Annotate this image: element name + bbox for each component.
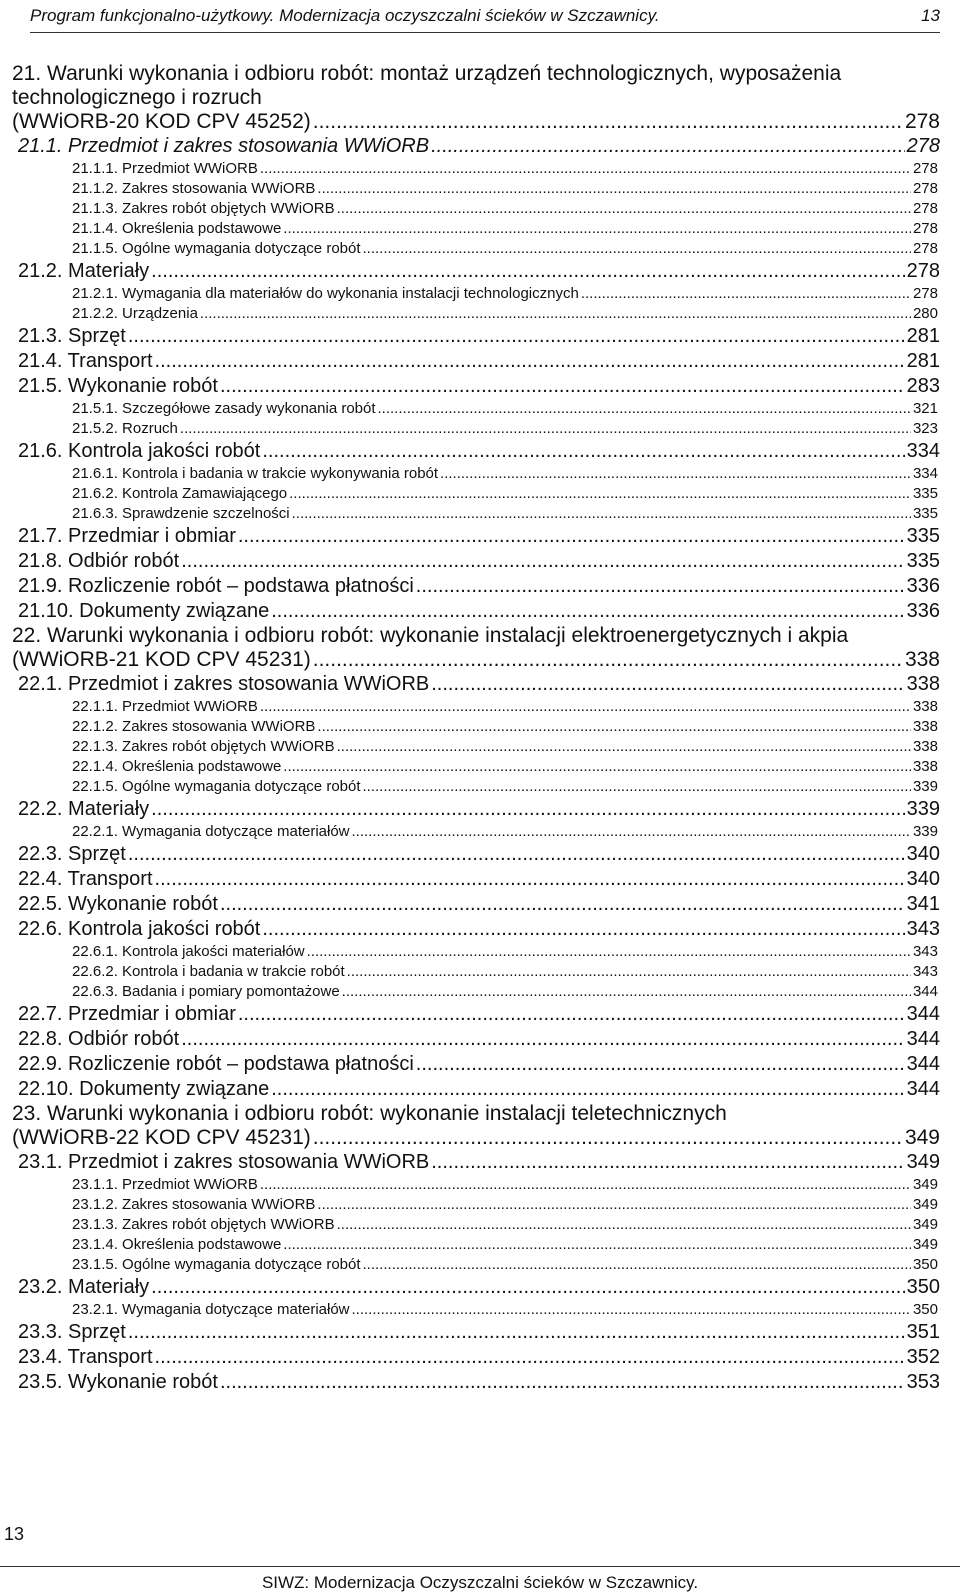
toc-entry-label: 21.1.3. Zakres robót objętych WWiORB: [72, 200, 335, 217]
toc-subsection-entry[interactable]: [72, 199, 938, 219]
toc-page-number: 343: [912, 943, 938, 960]
toc-entry-label: (WWiORB-21 KOD CPV 45231): [12, 648, 311, 671]
toc-leader-dots: [378, 399, 911, 419]
toc-subsection-entry[interactable]: [72, 504, 938, 524]
toc-section-entry[interactable]: [18, 324, 940, 349]
toc-entry-label: 23.5. Wykonanie robót: [18, 1371, 218, 1393]
toc-page-number: 339: [912, 823, 938, 840]
toc-page-number: 278: [912, 240, 938, 257]
toc-page-number: 278: [912, 180, 938, 197]
toc-page-number: 349: [912, 1236, 938, 1253]
toc-leader-dots: [363, 1255, 911, 1275]
toc-subsection-entry[interactable]: [72, 942, 938, 962]
toc-entry-label: 22.1. Przedmiot i zakres stosowania WWiORB: [18, 673, 430, 695]
toc-page-number: 338: [904, 648, 940, 671]
toc-section-entry[interactable]: [18, 1275, 940, 1300]
page-header: [30, 6, 940, 33]
toc-leader-dots: [220, 374, 905, 399]
toc-leader-dots: [307, 942, 911, 962]
toc-section-entry[interactable]: [18, 1150, 940, 1175]
toc-entry-label: 23.1.1. Przedmiot WWiORB: [72, 1176, 258, 1193]
toc-page-number: 340: [906, 843, 940, 865]
toc-leader-dots: [155, 1345, 905, 1370]
toc-section-entry[interactable]: [18, 672, 940, 697]
toc-entry-label: 21.5. Wykonanie robót: [18, 375, 218, 397]
toc-leader-dots: [283, 757, 911, 777]
toc-section-entry[interactable]: [18, 549, 940, 574]
toc-page-number: 339: [906, 798, 940, 820]
toc-entry-label: 22.7. Przedmiar i obmiar: [18, 1003, 236, 1025]
toc-subsection-entry[interactable]: [72, 284, 938, 304]
toc-entry-label: 22.8. Odbiór robót: [18, 1028, 180, 1050]
toc-leader-dots: [431, 672, 904, 697]
toc-page-number: 350: [912, 1301, 938, 1318]
toc-leader-dots: [581, 284, 911, 304]
toc-page-number: 352: [906, 1346, 940, 1368]
toc-page-number: 341: [906, 893, 940, 915]
toc-leader-dots: [317, 717, 911, 737]
toc-page-number: 336: [906, 575, 940, 597]
toc-entry-label: 21.7. Przedmiar i obmiar: [18, 525, 236, 547]
toc-section-entry[interactable]: [18, 892, 940, 917]
toc-subsection-entry[interactable]: [72, 717, 938, 737]
toc-entry-label: 23.1.4. Określenia podstawowe: [72, 1236, 282, 1253]
toc-entry-label: (WWiORB-20 KOD CPV 45252): [12, 110, 311, 133]
toc-entry-label: 22.5. Wykonanie robót: [18, 893, 218, 915]
toc-page-number: 334: [912, 465, 938, 482]
toc-entry-label: 21.6.3. Sprawdzenie szczelności: [72, 505, 290, 522]
toc-entry-label: 21.5.2. Rozruch: [72, 420, 178, 437]
toc-section-entry[interactable]: [18, 524, 940, 549]
toc-page-number: 338: [912, 698, 938, 715]
toc-entry-label: 21.8. Odbiór robót: [18, 550, 180, 572]
toc-leader-dots: [363, 239, 911, 259]
toc-chapter-entry[interactable]: [12, 1126, 940, 1150]
toc-leader-dots: [352, 1300, 911, 1320]
header-title: Program funkcjonalno-użytkowy. Modernizacja oczyszczalni ścieków w Szczawnicy.: [30, 6, 660, 25]
toc-entry-label: 21.2.2. Urządzenia: [72, 305, 198, 322]
toc-page-number: 321: [912, 400, 938, 417]
toc-leader-dots: [151, 797, 904, 822]
toc-leader-dots: [128, 1320, 905, 1345]
toc-entry-label: 23.4. Transport: [18, 1346, 153, 1368]
toc-subsection-entry[interactable]: [72, 1215, 938, 1235]
toc-entry-label: 21.1.5. Ogólne wymagania dotyczące robót: [72, 240, 361, 257]
toc-leader-dots: [260, 697, 911, 717]
toc-leader-dots: [313, 648, 903, 672]
toc-page-number: 349: [906, 1151, 940, 1173]
toc-entry-label: 23.3. Sprzęt: [18, 1321, 126, 1343]
toc-subsection-entry[interactable]: [72, 1235, 938, 1255]
toc-entry-label: 23.1.2. Zakres stosowania WWiORB: [72, 1196, 316, 1213]
toc-leader-dots: [200, 304, 911, 324]
toc-entry-label: 21.10. Dokumenty związane: [18, 600, 270, 622]
toc-subsection-entry[interactable]: [72, 1300, 938, 1320]
toc-section-entry[interactable]: [18, 917, 940, 942]
toc-page-number: 338: [906, 673, 940, 695]
toc-entry-label: 21.3. Sprzęt: [18, 325, 126, 347]
toc-leader-dots: [416, 574, 905, 599]
toc-entry-label: 21.6. Kontrola jakości robót: [18, 440, 261, 462]
toc-leader-dots: [289, 484, 911, 504]
toc-page-number: 278: [906, 135, 940, 157]
toc-leader-dots: [181, 549, 904, 574]
footer-page-number: 13: [4, 1524, 25, 1544]
toc-section-entry[interactable]: [18, 1027, 940, 1052]
toc-leader-dots: [292, 504, 911, 524]
toc-entry-label: 22.6.3. Badania i pomiary pomontażowe: [72, 983, 340, 1000]
toc-section-entry[interactable]: [18, 259, 940, 284]
toc-entry-label: 22.6.1. Kontrola jakości materiałów: [72, 943, 305, 960]
toc-leader-dots: [352, 822, 911, 842]
toc-subsection-entry[interactable]: [72, 1175, 938, 1195]
toc-leader-dots: [180, 419, 911, 439]
toc-leader-dots: [128, 842, 905, 867]
toc-section-entry[interactable]: [18, 1370, 940, 1395]
toc-page-number: 350: [906, 1276, 940, 1298]
toc-chapter-title-line: technologicznego i rozruch: [12, 86, 262, 109]
toc-leader-dots: [313, 1126, 903, 1150]
toc-subsection-entry[interactable]: [72, 419, 938, 439]
table-of-contents: [0, 62, 960, 1395]
toc-leader-dots: [151, 259, 904, 284]
toc-page-number: 278: [904, 110, 940, 133]
toc-entry-label: 21.5.1. Szczegółowe zasady wykonania robót: [72, 400, 376, 417]
toc-page-number: 280: [912, 305, 938, 322]
toc-section-entry[interactable]: [18, 1320, 940, 1345]
toc-leader-dots: [181, 1027, 904, 1052]
toc-entry-label: 22.9. Rozliczenie robót – podstawa płatności: [18, 1053, 414, 1075]
toc-section-entry[interactable]: [18, 1002, 940, 1027]
toc-entry-label: 21.4. Transport: [18, 350, 153, 372]
toc-page-number: 343: [906, 918, 940, 940]
toc-page-number: 336: [906, 600, 940, 622]
toc-section-entry[interactable]: [18, 349, 940, 374]
toc-entry-label: 22.1.2. Zakres stosowania WWiORB: [72, 718, 316, 735]
toc-page-number: 278: [912, 200, 938, 217]
toc-leader-dots: [416, 1052, 905, 1077]
toc-leader-dots: [337, 199, 911, 219]
toc-entry-label: 21.1.1. Przedmiot WWiORB: [72, 160, 258, 177]
toc-subsection-entry[interactable]: [72, 399, 938, 419]
toc-page-number: 351: [906, 1321, 940, 1343]
toc-subsection-entry[interactable]: [72, 484, 938, 504]
toc-leader-dots: [271, 599, 904, 624]
toc-entry-label: 22.3. Sprzęt: [18, 843, 126, 865]
toc-subsection-entry[interactable]: [72, 464, 938, 484]
toc-leader-dots: [155, 349, 905, 374]
toc-entry-label: 23.2. Materiały: [18, 1276, 150, 1298]
toc-leader-dots: [337, 737, 911, 757]
toc-page-number: 283: [906, 375, 940, 397]
toc-leader-dots: [431, 1150, 904, 1175]
toc-entry-label: 22.2. Materiały: [18, 798, 150, 820]
toc-page-number: 339: [912, 778, 938, 795]
toc-leader-dots: [155, 867, 905, 892]
toc-entry-label: 21.9. Rozliczenie robót – podstawa płatności: [18, 575, 414, 597]
toc-chapter-title-line: 22. Warunki wykonania i odbioru robót: wykonanie instalacji elektroenergetycznych i akpia: [12, 624, 849, 647]
toc-section-entry[interactable]: [18, 1077, 940, 1102]
toc-page-number: 344: [912, 983, 938, 1000]
toc-entry-label: 23.2.1. Wymagania dotyczące materiałów: [72, 1301, 350, 1318]
toc-section-entry[interactable]: [18, 374, 940, 399]
footer-title: SIWZ: Modernizacja Oczyszczalni ścieków w Szczawnicy.: [261, 1573, 699, 1592]
toc-entry-label: 21.2.1. Wymagania dla materiałów do wykonania instalacji technologicznych: [72, 285, 579, 302]
toc-section-entry[interactable]: [18, 797, 940, 822]
toc-leader-dots: [128, 324, 905, 349]
toc-page-number: 349: [912, 1176, 938, 1193]
toc-subsection-entry[interactable]: [72, 757, 938, 777]
toc-entry-label: 21.2. Materiały: [18, 260, 150, 282]
toc-page-number: 343: [912, 963, 938, 980]
toc-chapter-title-line: 21. Warunki wykonania i odbioru robót: montaż urządzeń technologicznych, wyposażenia: [12, 62, 842, 85]
toc-entry-label: 22.6.2. Kontrola i badania w trakcie robót: [72, 963, 345, 980]
toc-entry-label: (WWiORB-22 KOD CPV 45231): [12, 1126, 311, 1149]
toc-section-entry[interactable]: [18, 1052, 940, 1077]
toc-entry-label: 23.1.3. Zakres robót objętych WWiORB: [72, 1216, 335, 1233]
toc-section-entry[interactable]: [18, 439, 940, 464]
toc-entry-label: 22.1.4. Określenia podstawowe: [72, 758, 282, 775]
toc-entry-label: 22.1.1. Przedmiot WWiORB: [72, 698, 258, 715]
toc-subsection-entry[interactable]: [72, 982, 938, 1002]
toc-entry-label: 22.1.3. Zakres robót objętych WWiORB: [72, 738, 335, 755]
toc-entry-label: 21.1.4. Określenia podstawowe: [72, 220, 282, 237]
toc-section-entry[interactable]: [18, 134, 940, 159]
toc-chapter-title-line: 23. Warunki wykonania i odbioru robót: wykonanie instalacji teletechnicznych: [12, 1102, 727, 1125]
toc-entry-label: 21.6.2. Kontrola Zamawiającego: [72, 485, 288, 502]
toc-entry-label: 22.6. Kontrola jakości robót: [18, 918, 261, 940]
toc-leader-dots: [151, 1275, 904, 1300]
toc-leader-dots: [440, 464, 911, 484]
toc-page-number: 334: [906, 440, 940, 462]
toc-leader-dots: [337, 1215, 911, 1235]
toc-subsection-entry[interactable]: [72, 777, 938, 797]
toc-page-number: 281: [906, 325, 940, 347]
toc-section-entry[interactable]: [18, 574, 940, 599]
toc-leader-dots: [342, 982, 911, 1002]
toc-leader-dots: [317, 179, 911, 199]
header-page-number: 13: [921, 6, 940, 25]
toc-page-number: 338: [912, 738, 938, 755]
toc-subsection-entry[interactable]: [72, 1255, 938, 1275]
toc-entry-label: 21.1. Przedmiot i zakres stosowania WWiORB: [18, 135, 430, 157]
toc-page-number: 281: [906, 350, 940, 372]
toc-page-number: 335: [912, 505, 938, 522]
toc-leader-dots: [260, 159, 911, 179]
toc-page-number: 344: [906, 1078, 940, 1100]
toc-leader-dots: [271, 1077, 904, 1102]
toc-leader-dots: [363, 777, 911, 797]
toc-page-number: 349: [912, 1216, 938, 1233]
toc-leader-dots: [283, 1235, 911, 1255]
toc-subsection-entry[interactable]: [72, 304, 938, 324]
toc-leader-dots: [238, 1002, 905, 1027]
toc-leader-dots: [283, 219, 911, 239]
toc-page-number: 344: [906, 1003, 940, 1025]
toc-chapter-entry[interactable]: [12, 110, 940, 134]
toc-page-number: 278: [906, 260, 940, 282]
toc-subsection-entry[interactable]: [72, 697, 938, 717]
toc-page-number: 278: [912, 160, 938, 177]
toc-subsection-entry[interactable]: [72, 822, 938, 842]
toc-leader-dots: [262, 439, 904, 464]
toc-subsection-entry[interactable]: [72, 737, 938, 757]
toc-chapter-entry[interactable]: [12, 648, 940, 672]
toc-leader-dots: [220, 892, 905, 917]
toc-entry-label: 21.6.1. Kontrola i badania w trakcie wykonywania robót: [72, 465, 439, 482]
toc-entry-label: 22.2.1. Wymagania dotyczące materiałów: [72, 823, 350, 840]
toc-page-number: 335: [906, 550, 940, 572]
toc-leader-dots: [262, 917, 904, 942]
toc-page-number: 340: [906, 868, 940, 890]
toc-page-number: 344: [906, 1028, 940, 1050]
toc-leader-dots: [260, 1175, 911, 1195]
toc-leader-dots: [313, 110, 903, 134]
toc-leader-dots: [317, 1195, 911, 1215]
toc-subsection-entry[interactable]: [72, 219, 938, 239]
footer-divider: [0, 1566, 960, 1567]
toc-section-entry[interactable]: [18, 842, 940, 867]
toc-page-number: 323: [912, 420, 938, 437]
toc-leader-dots: [220, 1370, 905, 1395]
toc-entry-label: 23.1. Przedmiot i zakres stosowania WWiORB: [18, 1151, 430, 1173]
toc-subsection-entry[interactable]: [72, 1195, 938, 1215]
toc-entry-label: 22.1.5. Ogólne wymagania dotyczące robót: [72, 778, 361, 795]
toc-page-number: 349: [904, 1126, 940, 1149]
toc-leader-dots: [347, 962, 911, 982]
toc-page-number: 350: [912, 1256, 938, 1273]
toc-section-entry[interactable]: [18, 1345, 940, 1370]
toc-page-number: 335: [912, 485, 938, 502]
toc-section-entry[interactable]: [18, 599, 940, 624]
toc-subsection-entry[interactable]: [72, 239, 938, 259]
toc-page-number: 338: [912, 718, 938, 735]
toc-subsection-entry[interactable]: [72, 159, 938, 179]
toc-page-number: 349: [912, 1196, 938, 1213]
toc-subsection-entry[interactable]: [72, 962, 938, 982]
toc-leader-dots: [238, 524, 905, 549]
toc-entry-label: 22.10. Dokumenty związane: [18, 1078, 270, 1100]
toc-page-number: 335: [906, 525, 940, 547]
toc-page-number: 338: [912, 758, 938, 775]
toc-page-number: 278: [912, 220, 938, 237]
toc-section-entry[interactable]: [18, 867, 940, 892]
toc-entry-label: 21.1.2. Zakres stosowania WWiORB: [72, 180, 316, 197]
toc-leader-dots: [431, 134, 905, 159]
toc-page-number: 353: [906, 1371, 940, 1393]
toc-page-number: 278: [912, 285, 938, 302]
toc-page-number: 344: [906, 1053, 940, 1075]
toc-entry-label: 22.4. Transport: [18, 868, 153, 890]
toc-entry-label: 23.1.5. Ogólne wymagania dotyczące robót: [72, 1256, 361, 1273]
toc-subsection-entry[interactable]: [72, 179, 938, 199]
